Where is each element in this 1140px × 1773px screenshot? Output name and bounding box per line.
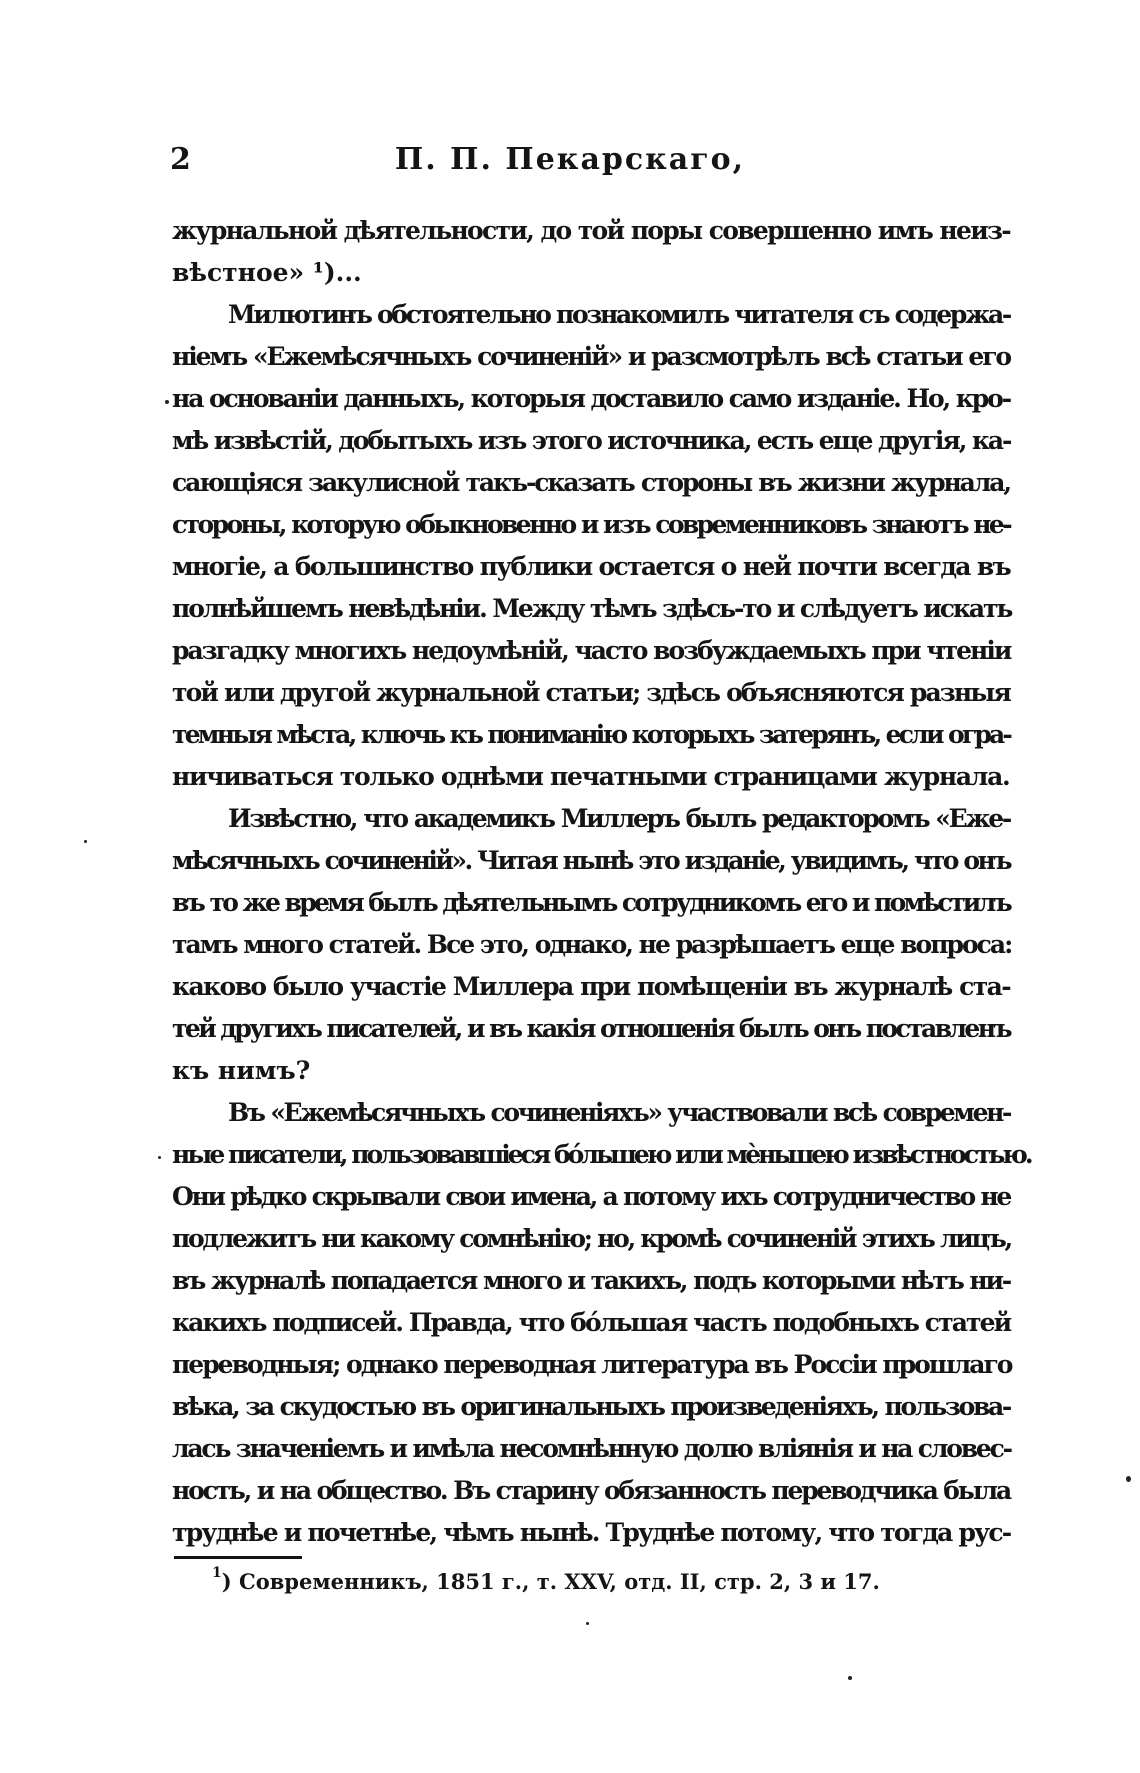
text-line: той или другой журнальной статьи; здѣсь объясняются разныя — [172, 678, 1010, 707]
scan-speck — [165, 400, 169, 404]
text-line: каково было участіе Миллера при помѣщеніи въ журналѣ ста- — [172, 972, 1010, 1001]
text-line: мѣ извѣстій, добытыхъ изъ этого источника, есть еще другія, ка- — [172, 426, 1011, 455]
text-line: Милютинъ обстоятельно познакомилъ читателя съ содержа- — [228, 300, 1010, 329]
text-line: ничиваться только однѣми печатными страницами журнала. — [172, 762, 1010, 791]
text-line: къ нимъ? — [172, 1056, 311, 1085]
text-line: Они рѣдко скрывали свои имена, а потому ихъ сотрудничество не — [172, 1182, 1010, 1211]
text-line: въ журналѣ попадается много и такихъ, подъ которыми нѣтъ ни- — [172, 1266, 1010, 1295]
scan-speck — [1126, 1476, 1131, 1482]
text-line: Въ «Ежемѣсячныхъ сочиненіяхъ» участвовали всѣ современ- — [228, 1098, 1010, 1127]
text-line: вѣстное» ¹)... — [172, 258, 362, 287]
text-line: мѣсячныхъ сочиненій». Читая нынѣ это изданіе, увидимъ, что онъ — [172, 846, 1010, 875]
text-line: подлежитъ ни какому сомнѣнію; но, кромѣ сочиненій этихъ лицъ, — [172, 1224, 1011, 1253]
footnote — [212, 1566, 880, 1598]
scan-speck — [158, 1156, 161, 1159]
text-line: журнальной дѣятельности, до той поры совершенно имъ неиз- — [172, 216, 1010, 245]
text-line: Извѣстно, что академикъ Миллеръ былъ редакторомъ «Ежe- — [228, 804, 1010, 833]
footnote-marker: 1 — [212, 1565, 222, 1581]
text-line: разгадку многихъ недоумѣній, часто возбуждаемыхъ при чтеніи — [172, 636, 1011, 665]
text-line: стороны, которую обыкновенно и изъ современниковъ знаютъ не- — [172, 510, 1010, 539]
footnote-text: ) Современникъ, 1851 г., т. XXV, отд. II, стр. 2, 3 и 17. — [221, 1569, 880, 1594]
text-line: какихъ подписей. Правда, что бо́льшая часть подобныхъ статей — [172, 1308, 1011, 1337]
running-head: П. П. Пекарскаго, — [394, 142, 746, 177]
page-number: 2 — [170, 142, 191, 177]
text-line: сающіяся закулисной такъ-сказать стороны въ жизни журнала, — [172, 468, 1010, 497]
text-line: ные писатели, пользовавшіеся бо́льшею или мѐньшею извѣстностью. — [172, 1140, 1031, 1169]
text-line: темныя мѣста, ключь къ пониманію которыхъ затерянъ, если огра- — [172, 720, 1010, 749]
footnote-rule — [174, 1556, 302, 1559]
text-line: въ то же время былъ дѣятельнымъ сотрудникомъ его и помѣстилъ — [172, 888, 1010, 917]
text-line: тей другихъ писателей, и въ какія отношенія былъ онъ поставленъ — [172, 1014, 1010, 1043]
text-line: на основаніи данныхъ, которыя доставило само изданіе. Но, кро- — [172, 384, 1010, 413]
text-line: ность, и на общество. Въ старину обязанность переводчика была — [172, 1476, 1010, 1505]
scan-speck — [848, 1676, 852, 1680]
text-line: труднѣе и почетнѣе, чѣмъ нынѣ. Труднѣе потому, что тогда рус- — [172, 1518, 1011, 1547]
text-line: переводныя; однако переводная литература въ Россіи прошлаго — [172, 1350, 1012, 1379]
text-line: вѣка, за скудостью въ оригинальныхъ произведеніяхъ, пользова- — [172, 1392, 1010, 1421]
text-line: полнѣйшемъ невѣдѣніи. Между тѣмъ здѣсь-то и слѣдуетъ искать — [172, 594, 1012, 623]
scan-speck — [84, 840, 87, 843]
text-line: лась значеніемъ и имѣла несомнѣнную долю вліянія и на словес- — [172, 1434, 1011, 1463]
text-line: тамъ много статей. Все это, однако, не разрѣшаетъ еще вопроса: — [172, 930, 1012, 959]
text-line: многіе, а большинство публики остается о ней почти всегда въ — [172, 552, 1010, 581]
scan-speck — [586, 1622, 589, 1625]
text-line: ніемъ «Ежемѣсячныхъ сочиненій» и разсмотрѣлъ всѣ статьи его — [172, 342, 1010, 371]
